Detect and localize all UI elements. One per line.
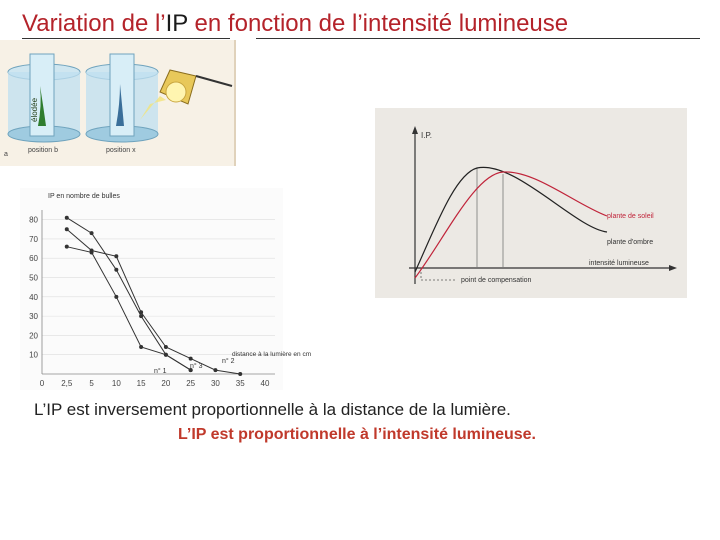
bubble-x-tick: 2,5 — [61, 379, 73, 388]
title-underline — [256, 38, 700, 39]
series-label-3: n° 3 — [190, 363, 203, 370]
bubble-y-tick: 20 — [29, 331, 38, 341]
bubble-point — [65, 245, 69, 249]
bubble-point — [139, 345, 143, 349]
bubble-y-tick: 50 — [29, 273, 38, 283]
bubble-y-tick: 10 — [29, 350, 38, 360]
bubble-y-tick: 40 — [29, 292, 38, 302]
series-label-1: n° 1 — [154, 368, 167, 375]
bubble-point — [238, 372, 242, 376]
bubble-point — [114, 268, 118, 272]
bubble-x-tick: 15 — [136, 379, 146, 388]
bubble-x-tick: 25 — [186, 379, 196, 388]
bubble-y-tick: 30 — [29, 312, 38, 322]
bubble-x-tick: 0 — [39, 379, 45, 388]
bubble-x-tick: 40 — [260, 379, 270, 388]
beaker-2 — [86, 54, 158, 142]
conclusion-intensity: L’IP est proportionnelle à l’intensité lumineuse. — [178, 426, 536, 443]
label-point-compensation: point de compensation — [461, 277, 532, 284]
label-plante-soleil: plante de soleil — [607, 213, 654, 220]
title-part1: Variation de l’ — [22, 10, 166, 37]
title-part2: en fonction de l’intensité lumineuse — [187, 10, 569, 37]
beaker-1 — [8, 54, 80, 142]
title-underline — [22, 38, 230, 39]
bubble-chart-xlabel: distance à la lumière en cm — [232, 351, 312, 358]
caption-position-b: position b — [28, 147, 58, 154]
experiment-illustration — [0, 40, 234, 166]
bubble-point — [114, 295, 118, 299]
label-plante-ombre: plante d'ombre — [607, 239, 654, 246]
bubble-y-tick: 60 — [29, 254, 38, 264]
ip-chart-ylabel: I.P. — [421, 131, 432, 140]
bubble-chart — [20, 188, 312, 390]
conclusion-distance: L’IP est inversement proportionnelle à la distance de la lumière. — [34, 400, 511, 419]
bubble-y-tick: 70 — [29, 234, 38, 244]
bubble-point — [90, 250, 94, 254]
bubble-point — [164, 353, 168, 357]
ip-chart-xlabel: intensité lumineuse — [589, 260, 649, 267]
caption-a: a — [4, 151, 8, 158]
bubble-series-line-3 — [67, 247, 191, 370]
experiment-photo — [0, 40, 236, 166]
caption-position-x: position x — [106, 147, 136, 154]
series-label-2: n° 2 — [222, 358, 235, 365]
bubble-point — [65, 227, 69, 231]
bubble-y-tick: 80 — [29, 215, 38, 225]
ip-intensity-chart — [375, 108, 687, 298]
bubble-point — [65, 216, 69, 220]
bubble-point — [114, 254, 118, 258]
bubble-point — [189, 357, 193, 361]
bubble-point — [164, 345, 168, 349]
ip-intensity-svg — [375, 108, 687, 298]
bubble-series-line-1 — [67, 218, 191, 370]
bubble-point — [90, 231, 94, 235]
bubble-point — [213, 368, 217, 372]
bubble-x-tick: 35 — [235, 379, 245, 388]
bubble-x-tick: 5 — [89, 379, 94, 388]
bubble-x-tick: 30 — [210, 379, 220, 388]
page-title — [22, 10, 568, 38]
bubble-x-tick: 20 — [161, 379, 171, 388]
elodee-label: élodée — [30, 97, 39, 122]
bubble-chart-svg — [20, 188, 312, 390]
title-ip: IP — [165, 10, 188, 37]
bubble-x-tick: 10 — [111, 379, 121, 388]
bubble-chart-ylabel: IP en nombre de bulles — [48, 193, 120, 200]
bubble-point — [139, 310, 143, 314]
